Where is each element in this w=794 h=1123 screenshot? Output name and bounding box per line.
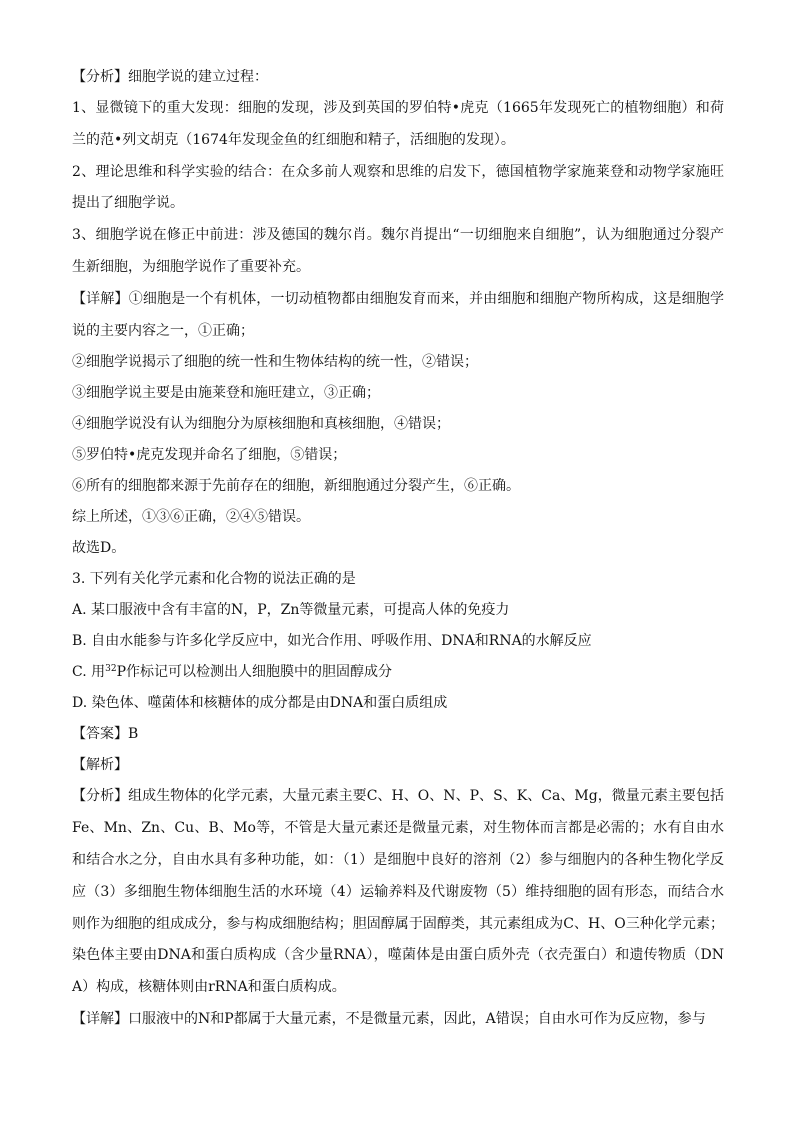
summary: 综上所述，①③⑥正确，②④⑤错误。 [72, 509, 310, 526]
point-3: 3、细胞学说在修正中前进：涉及德国的魏尔肖。魏尔肖提出“一切细胞来自细胞”，认为细胞通过分裂产生新细胞，为细胞学说作了重要补充。 [72, 227, 724, 275]
detail-4: ④细胞学说没有认为细胞分为原核细胞和真核细胞，④错误； [72, 416, 450, 433]
detail-1: 【详解】①细胞是一个有机体，一切动植物都由细胞发育而来，并由细胞和细胞产物所构成，这是细胞学说的主要内容之一，①正确； [72, 290, 724, 339]
analysis-heading: 【分析】细胞学说的建立过程： [72, 69, 268, 85]
option-c [72, 657, 724, 688]
analysis-paragraph: 【分析】组成生物体的化学元素，大量元素主要C、H、O、N、P、S、K、Ca、Mg，微量元素主要包括Fe、Mn、Zn、Cu、B、Mo等，不管是大量元素还是微量元素，对生物体而言都是必需的；水有自由水和结合水之分，自由水具有多种功能，如：（1）是细胞中良好的溶剂（2）参与细胞内的各种生物化学反应（3）多细胞生物体细胞生活的水环境（4）运输养料及代谢废物（5）维持细胞的固有形态，而结合水则作为细胞的组成成分，参与构成细胞结构；胆固醇属于固醇类，其元素组成为C、H、O三种化学元素；染色体主要由DNA和蛋白质构成（含少量RNA），噬菌体是由蛋白质外壳（衣壳蛋白）和遗传物质（DNA）构成，核糖体则由rRNA和蛋白质构成。 [72, 788, 724, 996]
option-c-suffix: P作标记可以检测出人细胞膜中的胆固醇成分 [116, 664, 392, 681]
detail-6: ⑥所有的细胞都来源于先前存在的细胞，新细胞通过分裂产生，⑥正确。 [72, 478, 520, 495]
choice-d: 故选D。 [72, 540, 126, 557]
answer: 【答案】B [72, 726, 139, 743]
detail-paragraph: 【详解】口服液中的N和P都属于大量元素，不是微量元素，因此，A错误；自由水可作为反应物，参与 [72, 1010, 706, 1027]
option-b: B. 自由水能参与许多化学反应中，如光合作用、呼吸作用、DNA和RNA的水解反应 [72, 633, 592, 650]
detail-2: ②细胞学说揭示了细胞的统一性和生物体结构的统一性，②错误； [72, 354, 478, 371]
point-2: 2、理论思维和科学实验的结合：在众多前人观察和思维的启发下，德国植物学家施莱登和动物学家施旺提出了细胞学说。 [72, 163, 724, 212]
detail-3: ③细胞学说主要是由施莱登和施旺建立，③正确； [72, 385, 380, 402]
option-a: A. 某口服液中含有丰富的N，P，Zn等微量元素，可提高人体的免疫力 [72, 602, 510, 619]
option-c-superscript: 32 [105, 664, 117, 675]
explanation-heading: 【解析】 [72, 757, 128, 774]
option-c-prefix: C. 用 [72, 664, 106, 681]
document-page [72, 62, 724, 1035]
question-3: 3. 下列有关化学元素和化合物的说法正确的是 [72, 571, 356, 588]
option-d: D. 染色体、噬菌体和核糖体的成分都是由DNA和蛋白质组成 [72, 695, 448, 712]
point-1: 1、显微镜下的重大发现：细胞的发现，涉及到英国的罗伯特•虎克（1665年发现死亡的植物细胞）和荷兰的范•列文胡克（1674年发现金鱼的红细胞和精子，活细胞的发现）。 [72, 100, 724, 148]
detail-5: ⑤罗伯特•虎克发现并命名了细胞，⑤错误； [72, 447, 347, 464]
